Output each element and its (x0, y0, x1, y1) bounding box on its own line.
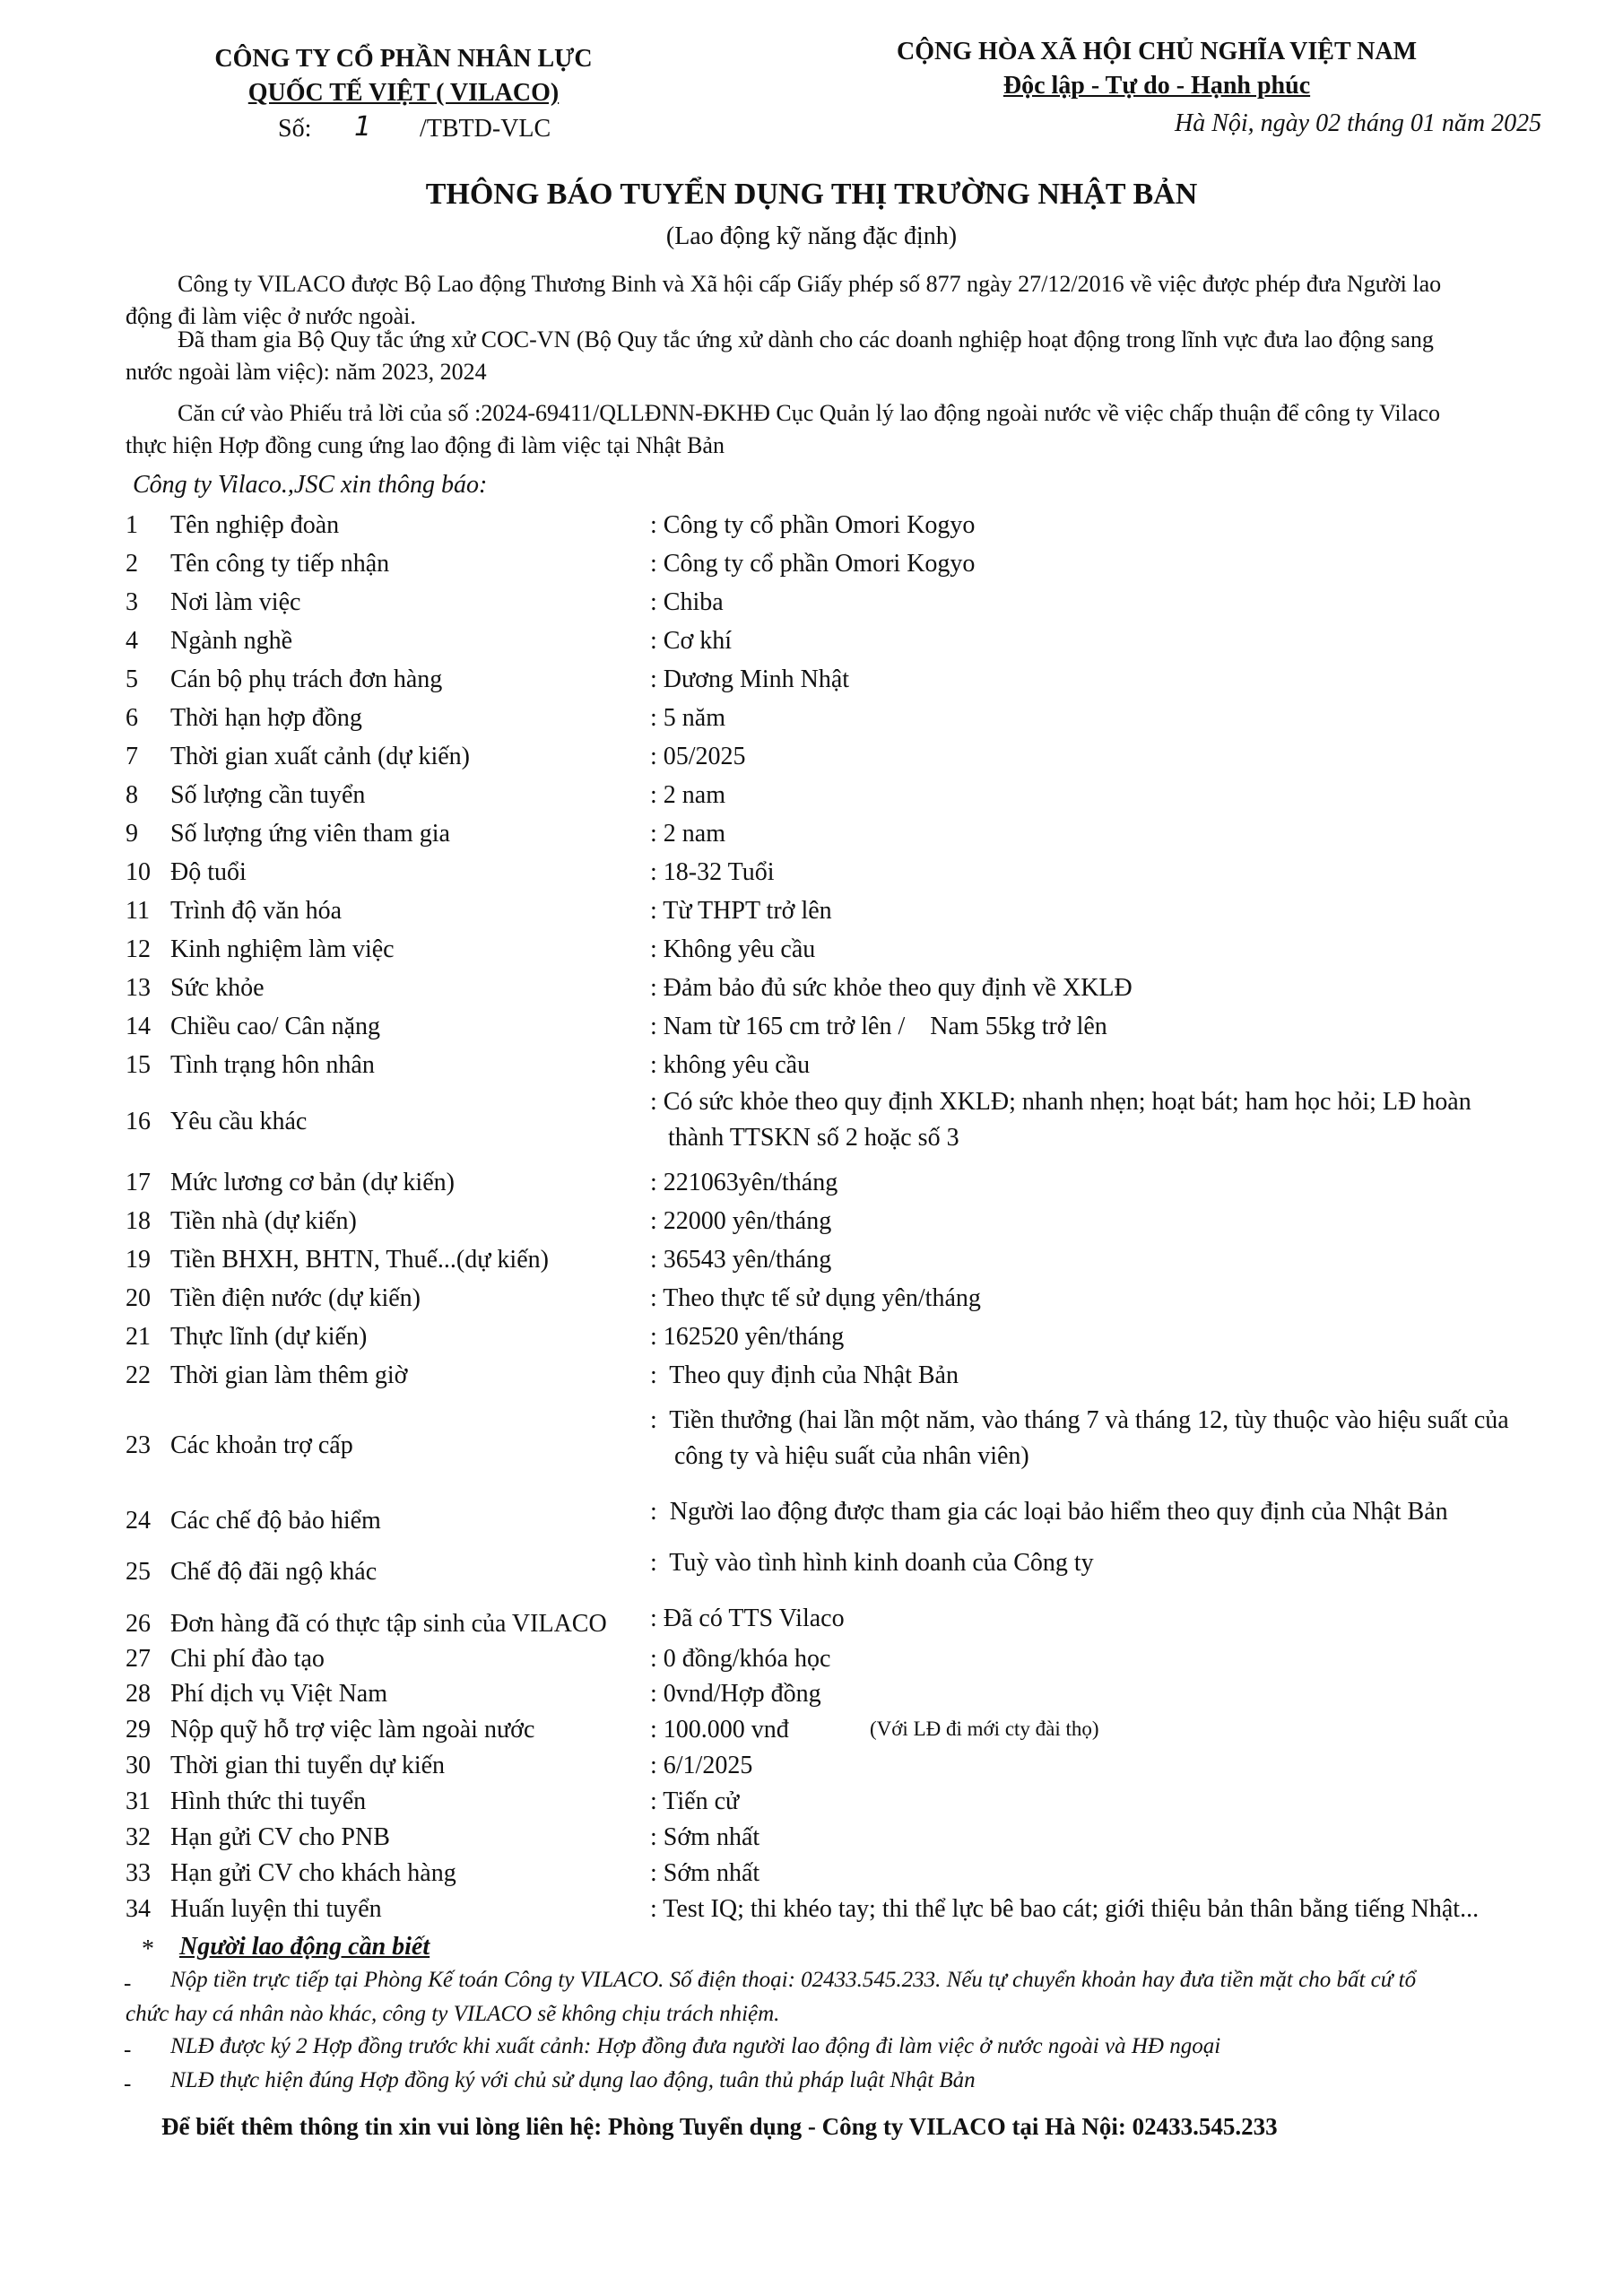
row-number: 5 (126, 665, 138, 693)
row-value: : 5 năm (650, 704, 725, 732)
row-label: Huấn luyện thi tuyển (170, 1895, 382, 1923)
row-number: 4 (126, 627, 138, 655)
row-label: Đơn hàng đã có thực tập sinh của VILACO (170, 1610, 607, 1638)
row-label: Tiền nhà (dự kiến) (170, 1207, 357, 1235)
row-value: : 05/2025 (650, 743, 746, 770)
row-number: 12 (126, 935, 151, 963)
note-3: NLĐ thực hiện đúng Hợp đồng ký với chủ sử dụng lao động, tuân thủ pháp luật Nhật Bản (170, 2068, 976, 2092)
row-number: 34 (126, 1895, 151, 1923)
row-note: (Với LĐ đi mới cty đài thọ) (870, 1718, 1099, 1740)
row-number: 1 (126, 511, 138, 539)
row-label: Tình trạng hôn nhân (170, 1051, 375, 1079)
dash-bullet: - (124, 2038, 132, 2062)
intro-paragraph-2: Đã tham gia Bộ Quy tắc ứng xử COC-VN (Bộ Quy tắc ứng xử dành cho các doanh nghiệp hoạt động trong lĩnh vực đưa lao động sang (178, 326, 1434, 352)
row-label: Hình thức thi tuyển (170, 1787, 367, 1815)
row-label: Yêu cầu khác (170, 1108, 308, 1135)
contact-line: Để biết thêm thông tin xin vui lòng liên hệ: Phòng Tuyển dụng - Công ty VILACO tại Hà Nội: 02433.545.233 (161, 2113, 1278, 2140)
row-label: Số lượng ứng viên tham gia (170, 820, 450, 848)
dash-bullet: - (124, 2072, 132, 2096)
row-value: : 2 nam (650, 781, 725, 809)
row-label: Chi phí đào tạo (170, 1645, 325, 1673)
row-value: : Tiến cử (650, 1787, 740, 1815)
row-label: Chiều cao/ Cân nặng (170, 1013, 381, 1040)
nation-motto: Độc lập - Tự do - Hạnh phúc (1002, 72, 1311, 100)
row-number: 6 (126, 704, 138, 732)
row-number: 29 (126, 1716, 151, 1744)
row-value: : không yêu cầu (650, 1051, 811, 1079)
intro-paragraph-3: Căn cứ vào Phiếu trả lời của số :2024-69411/QLLĐNN-ĐKHĐ Cục Quản lý lao động ngoài nước về việc chấp thuận để công ty Vilaco (178, 400, 1440, 426)
row-number: 16 (126, 1108, 151, 1135)
row-value: : Sớm nhất (650, 1823, 760, 1851)
intro-paragraph-2-cont: nước ngoài làm việc): năm 2023, 2024 (126, 359, 487, 385)
row-value: : Chiba (650, 588, 724, 616)
row-value: : Từ THPT trở lên (650, 897, 832, 925)
row-value: : 18-32 Tuổi (650, 858, 775, 886)
row-number: 15 (126, 1051, 151, 1079)
note-1-cont: chức hay cá nhân nào khác, công ty VILACO sẽ không chịu trách nhiệm. (126, 2002, 780, 2026)
row-value: : 100.000 vnđ (650, 1716, 789, 1744)
place-date: Hà Nội, ngày 02 tháng 01 năm 2025 (1175, 109, 1542, 137)
row-number: 3 (126, 588, 138, 616)
note-2: NLĐ được ký 2 Hợp đồng trước khi xuất cảnh: Hợp đồng đưa người lao động đi làm việc ở nước ngoài và HĐ ngoại (170, 2034, 1221, 2058)
row-label: Thực lĩnh (dự kiến) (170, 1323, 368, 1351)
star-bullet: * (142, 1935, 154, 1963)
row-value: : Theo quy định của Nhật Bản (650, 1361, 959, 1389)
announce-line: Công ty Vilaco.,JSC xin thông báo: (133, 471, 488, 499)
row-label: Thời hạn hợp đồng (170, 704, 362, 732)
row-value: : Dương Minh Nhật (650, 665, 850, 693)
row-value: : 0vnd/Hợp đồng (650, 1680, 821, 1708)
row-label: Chế độ đãi ngộ khác (170, 1558, 378, 1586)
row-value: : Cơ khí (650, 627, 733, 655)
info-row (0, 1088, 1623, 1160)
row-number: 28 (126, 1680, 151, 1708)
row-number: 18 (126, 1207, 151, 1235)
doc-number-suffix: /TBTD-VLC (420, 115, 551, 143)
row-number: 22 (126, 1361, 151, 1389)
row-number: 20 (126, 1284, 151, 1312)
row-value: : Tuỳ vào tình hình kinh doanh của Công ty (650, 1549, 1094, 1577)
row-label: Mức lương cơ bản (dự kiến) (170, 1169, 455, 1196)
row-number: 11 (126, 897, 150, 925)
page-title: THÔNG BÁO TUYỂN DỤNG THỊ TRƯỜNG NHẬT BẢN (425, 178, 1198, 211)
row-value: : Đảm bảo đủ sức khỏe theo quy định về XKLĐ (650, 974, 1133, 1002)
row-number: 10 (126, 858, 151, 886)
row-label: Số lượng cần tuyển (170, 781, 366, 809)
dash-bullet: - (124, 1971, 132, 1996)
row-label: Cán bộ phụ trách đơn hàng (170, 665, 443, 693)
page-subtitle: (Lao động kỹ năng đặc định) (665, 222, 958, 250)
row-label: Các khoản trợ cấp (170, 1431, 353, 1459)
row-number: 17 (126, 1169, 151, 1196)
row-value: : Công ty cổ phần Omori Kogyo (650, 550, 976, 578)
row-number: 27 (126, 1645, 151, 1673)
row-value-cont: công ty và hiệu suất của nhân viên) (674, 1442, 1029, 1470)
row-value: : 221063yên/tháng (650, 1169, 838, 1196)
row-number: 7 (126, 743, 138, 770)
row-label: Hạn gửi CV cho PNB (170, 1823, 390, 1851)
row-label: Phí dịch vụ Việt Nam (170, 1680, 388, 1708)
row-value: : Đã có TTS Vilaco (650, 1605, 845, 1632)
company-name: CÔNG TY CỔ PHẦN NHÂN LỰC (214, 45, 593, 73)
row-label: Tiền điện nước (dự kiến) (170, 1284, 421, 1312)
row-number: 24 (126, 1507, 151, 1535)
row-number: 14 (126, 1013, 151, 1040)
row-value: : Theo thực tế sử dụng yên/tháng (650, 1284, 981, 1312)
row-number: 19 (126, 1246, 151, 1274)
row-value-cont: thành TTSKN số 2 hoặc số 3 (668, 1124, 959, 1152)
row-value: : Test IQ; thi khéo tay; thi thể lực bê bao cát; giới thiệu bản thân bằng tiếng Nhật... (650, 1895, 1480, 1923)
intro-paragraph-1-cont: động đi làm việc ở nước ngoài. (126, 303, 416, 329)
row-value: : Có sức khỏe theo quy định XKLĐ; nhanh nhẹn; hoạt bát; ham học hỏi; LĐ hoàn (650, 1088, 1471, 1116)
row-number: 8 (126, 781, 138, 809)
row-number: 23 (126, 1431, 151, 1459)
row-label: Thời gian thi tuyển dự kiến (170, 1752, 446, 1779)
row-label: Tên nghiệp đoàn (170, 511, 340, 539)
row-label: Tiền BHXH, BHTN, Thuế...(dự kiến) (170, 1246, 549, 1274)
row-number: 13 (126, 974, 151, 1002)
row-value: : 6/1/2025 (650, 1752, 753, 1779)
row-number: 21 (126, 1323, 151, 1351)
row-number: 30 (126, 1752, 151, 1779)
row-label: Tên công ty tiếp nhận (170, 550, 390, 578)
row-label: Thời gian làm thêm giờ (170, 1361, 408, 1389)
doc-number-value: 1 (354, 111, 372, 143)
row-number: 31 (126, 1787, 151, 1815)
row-label: Nơi làm việc (170, 588, 301, 616)
row-value: : 2 nam (650, 820, 725, 848)
note-1: Nộp tiền trực tiếp tại Phòng Kế toán Công ty VILACO. Số điện thoại: 02433.545.233. Nếu tự chuyển khoản hay đưa tiền mặt cho bất cứ tổ (170, 1968, 1417, 1992)
row-number: 2 (126, 550, 138, 578)
notes-heading: Người lao động cần biết (179, 1933, 430, 1961)
row-value: : 162520 yên/tháng (650, 1323, 845, 1351)
row-number: 9 (126, 820, 138, 848)
row-value: : Công ty cổ phần Omori Kogyo (650, 511, 976, 539)
row-number: 25 (126, 1558, 151, 1586)
row-value: : 0 đồng/khóa học (650, 1645, 831, 1673)
row-label: Hạn gửi CV cho khách hàng (170, 1859, 456, 1887)
intro-paragraph-3-cont: thực hiện Hợp đồng cung ứng lao động đi làm việc tại Nhật Bản (126, 432, 725, 458)
row-value: : Không yêu cầu (650, 935, 816, 963)
row-label: Thời gian xuất cảnh (dự kiến) (170, 743, 470, 770)
row-label: Độ tuổi (170, 858, 247, 886)
row-label: Các chế độ bảo hiểm (170, 1507, 381, 1535)
row-number: 32 (126, 1823, 151, 1851)
row-label: Sức khỏe (170, 974, 265, 1002)
row-number: 33 (126, 1859, 151, 1887)
row-value: : Nam từ 165 cm trở lên / Nam 55kg trở lên (650, 1013, 1107, 1040)
row-value: : Tiền thưởng (hai lần một năm, vào tháng 7 và tháng 12, tùy thuộc vào hiệu suất của (650, 1406, 1509, 1434)
row-value: : 36543 yên/tháng (650, 1246, 832, 1274)
row-label: Ngành nghề (170, 627, 293, 655)
row-label: Nộp quỹ hỗ trợ việc làm ngoài nước (170, 1716, 535, 1744)
company-short-name: QUỐC TẾ VIỆT ( VILACO) (247, 79, 560, 107)
nation-title: CỘNG HÒA XÃ HỘI CHỦ NGHĨA VIỆT NAM (896, 38, 1418, 65)
row-value: : Người lao động được tham gia các loại bảo hiểm theo quy định của Nhật Bản (650, 1498, 1448, 1526)
row-value: : Sớm nhất (650, 1859, 760, 1887)
row-value: : 22000 yên/tháng (650, 1207, 832, 1235)
intro-paragraph-1: Công ty VILACO được Bộ Lao động Thương Binh và Xã hội cấp Giấy phép số 877 ngày 27/12/2016 về việc được phép đưa Người lao (178, 271, 1442, 297)
doc-number-label: Số: (278, 115, 312, 143)
row-label: Kinh nghiệm làm việc (170, 935, 395, 963)
row-number: 26 (126, 1610, 151, 1638)
info-row (0, 1406, 1623, 1478)
row-label: Trình độ văn hóa (170, 897, 343, 925)
